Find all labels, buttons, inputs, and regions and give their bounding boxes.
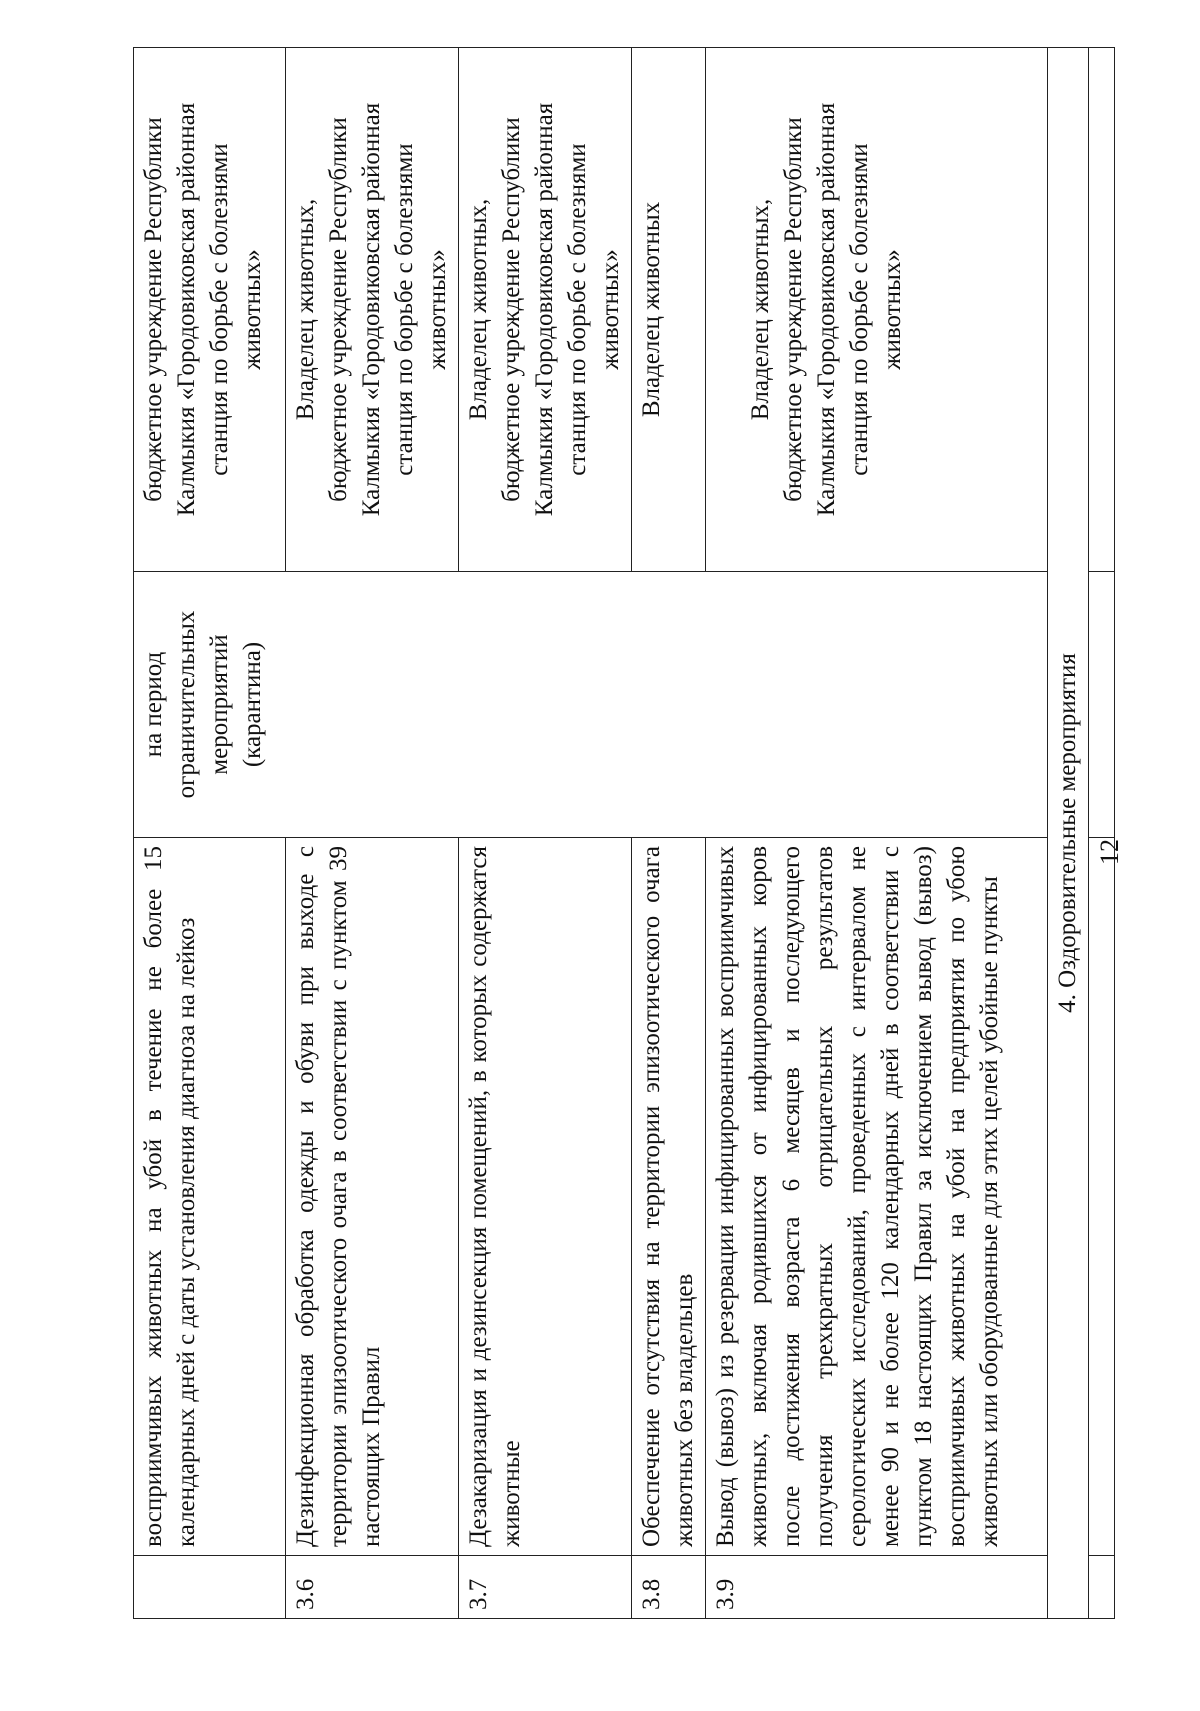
responsible-line: Владелец животных, <box>747 198 774 421</box>
row-number <box>134 1556 286 1619</box>
table-row <box>134 48 286 1619</box>
responsible-line: Владелец животных, <box>292 198 319 421</box>
measure-text: Дезинфекционная обработка одежды и обуви при выходе с территории эпизоотического очага в соответствии с пунктом 39 настоящих Правил <box>286 838 459 1556</box>
measure-text: Вывод (вывоз) из резервации инфицированных восприимчивых животных, включая родившихся от инфицированных коров после достижения возраста 6 месяцев и последующего получения трехкратных отрицательных результатов серологических исследований, проведенных с интервалом не менее 90 и не более 120 календарных дней в соответствии с пунктом 18 настоящих Правил за исключением вывод (вывоз) восприимчивых животных на убой на предприятия по убою животных или оборудованные для этих целей убойные пункты <box>706 838 1048 1556</box>
page-number-text: 12 <box>1095 839 1124 865</box>
responsible-line: бюджетное учреждение Республики <box>325 117 352 502</box>
responsible-line: станция по борьбе с болезнями <box>564 143 591 476</box>
responsible-line: Калмыкия «Городовиковская районная <box>173 102 200 517</box>
responsible-cell <box>459 48 632 572</box>
empty-cell <box>1089 572 1115 838</box>
responsible-line: Владелец животных, <box>465 198 492 421</box>
empty-cell <box>1089 48 1115 572</box>
responsible-cell <box>134 48 286 572</box>
measure-text: Дезакаризация и дезинсекция помещений, в которых содержатся животные <box>459 838 632 1556</box>
term-cell <box>134 572 1048 838</box>
responsible-line: станция по борьбе с болезнями <box>846 143 873 476</box>
responsible-line: бюджетное учреждение Республики <box>498 117 525 502</box>
measures-table <box>133 47 1115 1619</box>
row-number: 3.8 <box>632 1556 706 1619</box>
term-line: (карантина) <box>239 641 266 768</box>
row-number: 3.6 <box>286 1556 459 1619</box>
responsible-cell <box>632 48 706 572</box>
section-row <box>1048 48 1089 1619</box>
landscape-table-frame <box>133 48 1081 1619</box>
measure-text: восприимчивых животных на убой в течение не более 15 календарных дней с даты установления диагноза на лейкоз <box>134 838 286 1556</box>
row-number: 3.9 <box>706 1556 1048 1619</box>
responsible-line: животных» <box>424 249 451 370</box>
empty-cell <box>1089 1556 1115 1619</box>
responsible-cell <box>286 48 459 572</box>
row-number: 3.7 <box>459 1556 632 1619</box>
responsible-line: станция по борьбе с болезнями <box>206 143 233 476</box>
empty-cell <box>1089 838 1115 1556</box>
responsible-line: Калмыкия «Городовиковская районная <box>531 102 558 517</box>
responsible-line: Владелец животных <box>638 201 665 418</box>
responsible-line: Калмыкия «Городовиковская районная <box>358 102 385 517</box>
responsible-line: животных» <box>239 249 266 370</box>
responsible-line: бюджетное учреждение Республики <box>140 117 167 502</box>
measure-text: Обеспечение отсутствия на территории эпизоотического очага животных без владельцев <box>632 838 706 1556</box>
term-line: мероприятий <box>206 634 233 775</box>
section-title: 4. Оздоровительные мероприятия <box>1048 48 1089 1619</box>
responsible-line: бюджетное учреждение Республики <box>780 117 807 502</box>
rotated-table-container <box>133 48 1081 1619</box>
term-line: ограничительных <box>173 610 200 799</box>
responsible-line: животных» <box>597 249 624 370</box>
responsible-line: животных» <box>879 249 906 370</box>
page-number <box>1095 815 1125 895</box>
responsible-line: Калмыкия «Городовиковская районная <box>813 102 840 517</box>
term-line: на период <box>140 651 167 758</box>
responsible-line: станция по борьбе с болезнями <box>391 143 418 476</box>
responsible-cell <box>706 48 1048 572</box>
